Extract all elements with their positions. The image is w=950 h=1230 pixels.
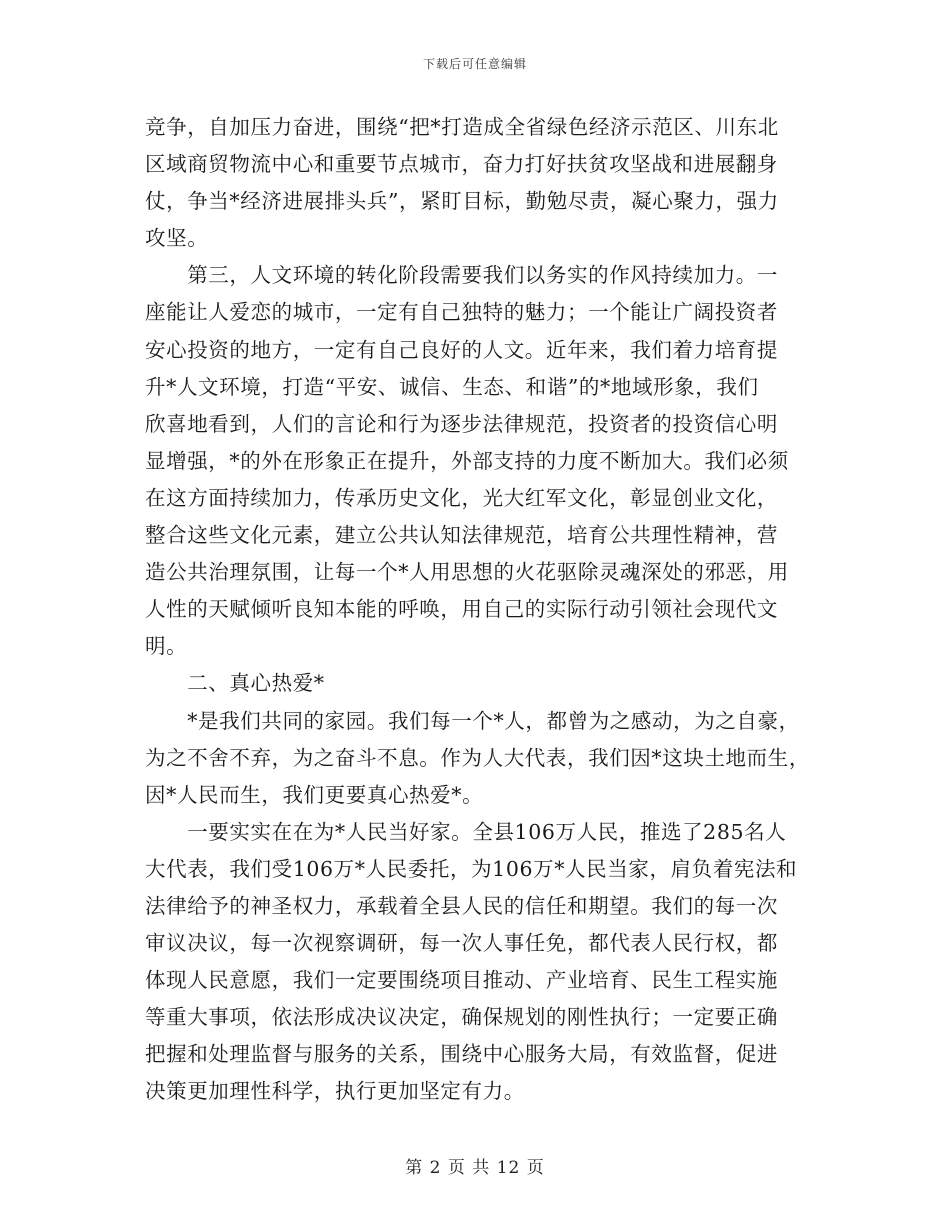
body-line: 把握和处理监督与服务的关系，围绕中心服务大局，有效监督，促进 [145,1042,778,1067]
document-body [145,109,817,1111]
page-number: 第 2 页 共 12 页 [405,1158,545,1178]
body-line: 整合这些文化元素，建立公共认知法律规范，培育公共理性精神，营 [145,523,778,548]
body-line: *是我们共同的家园。我们每一个*人，都曾为之感动，为之自豪， [145,708,800,733]
body-line: 决策更加理性科学，执行更加坚定有力。 [145,1079,525,1104]
body-line: 区域商贸物流中心和重要节点城市，奋力打好扶贫攻坚战和进展翻身 [145,152,778,177]
body-line: 仗，争当*经济进展排头兵”，紧盯目标，勤勉尽责，凝心聚力，强力 [145,189,779,214]
body-line: 因*人民而生，我们更要真心热爱*。 [145,782,484,807]
body-line: 为之不舍不弃，为之奋斗不息。作为人大代表，我们因*这块土地而生， [145,745,810,770]
body-line: 人性的天赋倾听良知本能的呼唤，用自己的实际行动引领社会现代文 [145,597,778,622]
body-line: 在这方面持续加力，传承历史文化，光大红军文化，彰显创业文化， [145,485,778,510]
body-line: 等重大事项，依法形成决议决定，确保规划的刚性执行；一定要正确 [145,1005,778,1030]
body-line: 体现人民意愿，我们一定要围绕项目推动、产业培育、民生工程实施 [145,968,778,993]
body-line: 欣喜地看到，人们的言论和行为逐步法律规范，投资者的投资信心明 [145,411,778,436]
body-line: 攻坚。 [145,226,209,251]
page-header-note: 下载后可任意编辑 [422,57,527,71]
body-line: 座能让人爱恋的城市，一定有自己独特的魅力；一个能让广阔投资者 [145,300,778,325]
body-line: 升*人文环境，打造“平安、诚信、生态、和谐”的*地域形象，我们 [145,374,759,399]
body-line: 安心投资的地方，一定有自己良好的人文。近年来，我们着力培育提 [145,337,778,362]
body-line: 审议决议，每一次视察调研，每一次人事任免，都代表人民行权，都 [145,931,778,956]
body-line: 大代表，我们受106万*人民委托，为106万*人民当家，肩负着宪法和 [145,856,798,881]
body-line: 明。 [145,634,188,659]
body-line: 竞争，自加压力奋进，围绕“把*打造成全省绿色经济示范区、川东北 [145,115,779,139]
body-line: 显增强，*的外在形象正在提升，外部支持的力度不断加大。我们必须 [145,448,789,473]
body-line: 造公共治理氛围，让每一个*人用思想的火花驱除灵魂深处的邪恶，用 [145,560,789,585]
section-heading: 二、真心热爱* [145,671,325,696]
body-line: 一要实实在在为*人民当好家。全县106万人民，推选了285名人 [145,819,787,844]
body-line: 第三，人文环境的转化阶段需要我们以务实的作风持续加力。一 [145,263,778,288]
body-line: 法律给予的神圣权力，承载着全县人民的信任和期望。我们的每一次 [145,893,778,918]
